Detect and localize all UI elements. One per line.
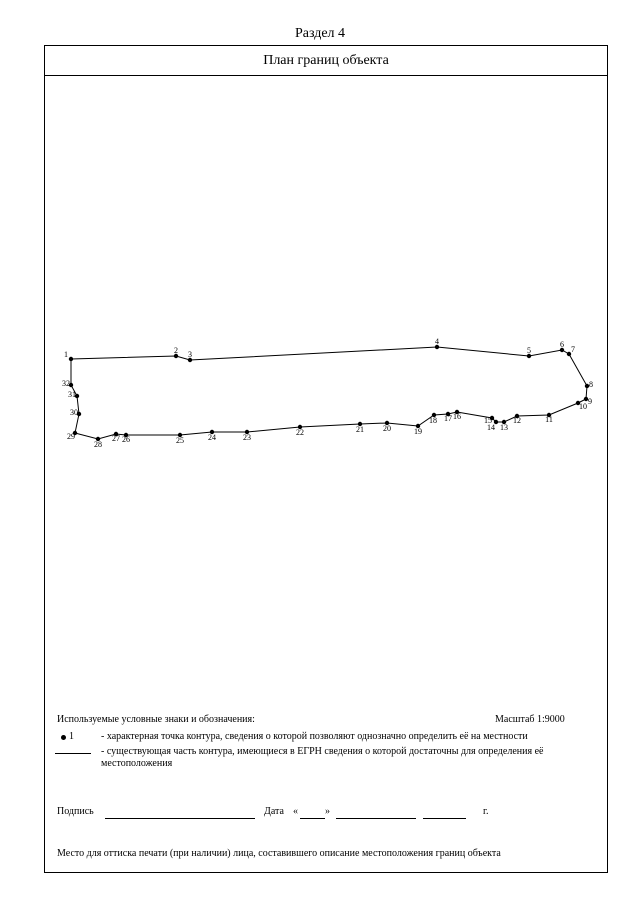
date-day-line bbox=[300, 818, 325, 819]
point-label-25: 25 bbox=[176, 436, 184, 445]
stamp-text: Место для оттиска печати (при наличии) лица, составившего описание местоположения границ объекта bbox=[57, 848, 501, 859]
point-label-11: 11 bbox=[545, 415, 553, 424]
plan-title: План границ объекта bbox=[45, 46, 607, 76]
date-label: Дата bbox=[264, 806, 284, 817]
year-suffix: г. bbox=[483, 806, 489, 817]
point-label-22: 22 bbox=[296, 428, 304, 437]
point-label-16: 16 bbox=[453, 412, 461, 421]
point-label-30: 30 bbox=[70, 408, 78, 417]
point-label-31: 31 bbox=[68, 390, 76, 399]
point-label-9: 9 bbox=[588, 397, 592, 406]
signature-row bbox=[57, 806, 597, 820]
boundary-points bbox=[62, 337, 593, 449]
point-label-7: 7 bbox=[571, 345, 575, 354]
point-label-21: 21 bbox=[356, 425, 364, 434]
point-label-17: 17 bbox=[444, 414, 452, 423]
point-label-19: 19 bbox=[414, 427, 422, 436]
point-label-3: 3 bbox=[188, 350, 192, 359]
point-label-27: 27 bbox=[112, 434, 120, 443]
legend-line-text: - существующая часть контура, имеющиеся в ЕГРН сведения о которой достаточны для определения её местоположения bbox=[101, 746, 544, 769]
boundary-contour bbox=[71, 347, 587, 439]
signature-line bbox=[105, 818, 255, 819]
date-quote-close: » bbox=[325, 806, 330, 817]
legend-point-number: 1 bbox=[69, 731, 74, 742]
legend-point-text: - характерная точка контура, сведения о которой позволяют однозначно определить её на местности bbox=[101, 731, 528, 742]
boundary-plan bbox=[45, 46, 607, 696]
point-label-29: 29 bbox=[67, 432, 75, 441]
signature-label: Подпись bbox=[57, 806, 94, 817]
point-label-32: 32 bbox=[62, 379, 70, 388]
point-label-26: 26 bbox=[122, 435, 130, 444]
point-label-18: 18 bbox=[429, 416, 437, 425]
point-label-1: 1 bbox=[64, 350, 68, 359]
section-title: Раздел 4 bbox=[294, 26, 346, 41]
boundary-point-1 bbox=[69, 357, 73, 361]
point-label-5: 5 bbox=[527, 346, 531, 355]
point-label-20: 20 bbox=[383, 424, 391, 433]
date-month-line bbox=[336, 818, 416, 819]
date-quote-open: « bbox=[293, 806, 298, 817]
point-label-14: 14 bbox=[487, 423, 495, 432]
date-year-line bbox=[423, 818, 466, 819]
point-dot-icon bbox=[61, 735, 66, 740]
scale-label: Масштаб 1:9000 bbox=[495, 714, 565, 725]
point-label-15: 15 bbox=[484, 416, 492, 425]
point-label-6: 6 bbox=[560, 340, 564, 349]
plan-frame bbox=[44, 45, 608, 873]
point-label-12: 12 bbox=[513, 416, 521, 425]
point-label-2: 2 bbox=[174, 346, 178, 355]
point-label-28: 28 bbox=[94, 440, 102, 449]
point-label-10: 10 bbox=[579, 402, 587, 411]
point-label-13: 13 bbox=[500, 423, 508, 432]
point-label-24: 24 bbox=[208, 433, 216, 442]
line-segment-icon bbox=[55, 753, 91, 754]
point-label-4: 4 bbox=[435, 337, 439, 346]
point-label-23: 23 bbox=[243, 433, 251, 442]
legend-title: Используемые условные знаки и обозначения: bbox=[57, 714, 255, 725]
point-label-8: 8 bbox=[589, 380, 593, 389]
